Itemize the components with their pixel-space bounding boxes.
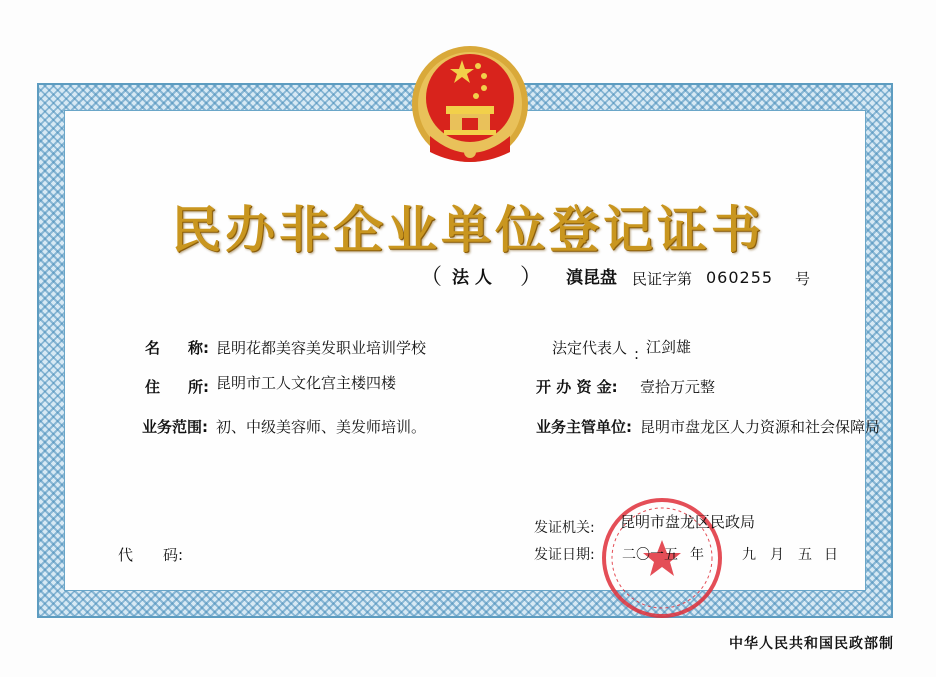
issuer-value: 昆明市盘龙区民政局 [620,513,756,531]
scope-value: 初、中级美容师、美发师培训。 [216,418,427,436]
scope-label: 业务范围: [142,418,208,436]
name-label-char2: 称: [188,339,209,357]
issue-day: 五 [798,547,812,563]
category-text: 法 人 [452,268,492,288]
capital-label: 开 办 资 金: [536,378,618,396]
year-unit: 年 [690,547,704,563]
supervisor-label: 业务主管单位: [536,418,632,436]
national-emblem-icon [410,40,530,172]
legal-rep-label: 法定代表人 [552,339,628,357]
ministry-footer: 中华人民共和国民政部制 [729,636,894,652]
certificate-prefix: 滇昆盘 [566,268,617,288]
certificate-word-label: 民证字第 [632,270,693,288]
name-value: 昆明花都美容美发职业培训学校 [216,339,427,357]
capital-value: 壹拾万元整 [640,378,716,396]
supervisor-value: 昆明市盘龙区人力资源和社会保障局 [640,418,881,436]
certificate-number: 060255 [706,268,774,287]
issue-month: 九 [742,547,756,563]
certificate-title: 民办非企业单位登记证书 [171,200,765,259]
address-label-char2: 所: [188,378,209,396]
month-unit: 月 [770,547,784,563]
name-label-char1: 名 [145,339,161,357]
address-value: 昆明市工人文化宫主楼四楼 [216,374,397,392]
day-unit: 日 [824,547,838,563]
legal-rep-value: 江剑雄 [646,338,692,356]
issue-date-label: 发证日期: [534,547,595,563]
issuer-label: 发证机关: [534,520,595,536]
issue-year: 二〇一五 [622,547,678,563]
certificate-number-suffix: 号 [795,270,811,288]
legal-rep-colon: : [634,345,640,363]
address-label-char1: 住 [145,378,161,396]
code-label: 代 码: [118,546,184,564]
category-close-paren: ） [520,265,543,290]
category-open-paren: （ [420,265,443,290]
